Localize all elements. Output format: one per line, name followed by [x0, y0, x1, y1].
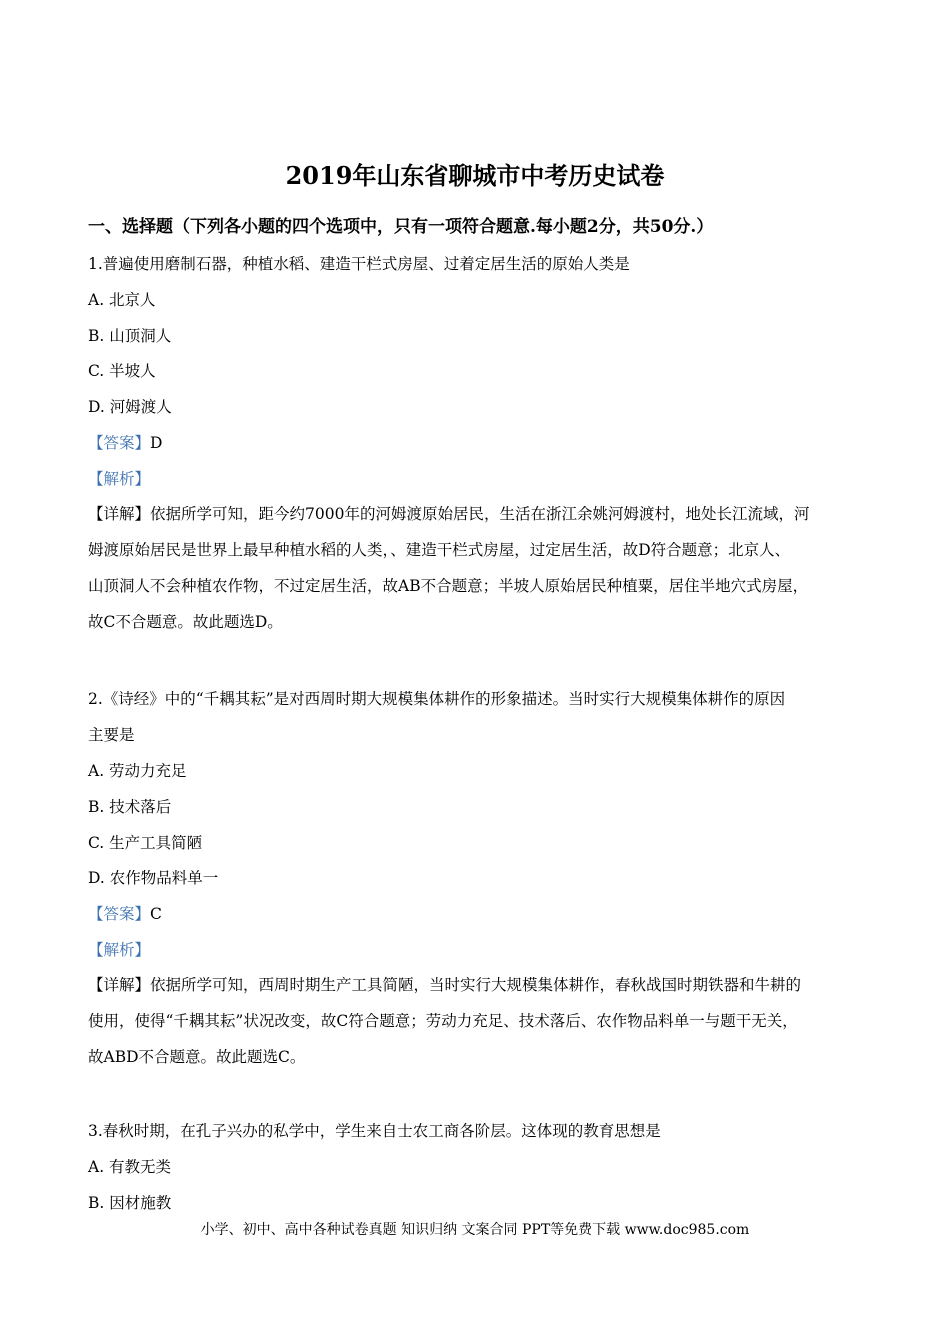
question-2-analysis-tag: 【解析】	[88, 941, 151, 959]
detail-tag: 【详解】	[88, 505, 151, 523]
question-2-option-d: D. 农作物品料单一	[88, 869, 219, 887]
page-footer: 小学、初中、高中各种试卷真题 知识归纳 文案合同 PPT等免费下载 www.doc985.com	[200, 1222, 750, 1238]
detail-line: 使用，使得“千耦其耘”状况改变，故C符合题意；劳动力充足、技术落后、农作物品料单一与题干无关，	[88, 1012, 798, 1030]
page-title: 2019年山东省聊城市中考历史试卷	[285, 161, 665, 190]
section-heading: 一、选择题（下列各小题的四个选项中，只有一项符合题意.每小题2分，共50分.）	[88, 217, 714, 237]
question-3-option-b: B. 因材施教	[88, 1194, 172, 1212]
detail-line	[88, 967, 868, 1003]
question-2-option-a: A. 劳动力充足	[88, 762, 187, 780]
question-2-stem-line-2: 主要是	[88, 726, 135, 744]
question-3-stem: 3.春秋时期，在孔子兴办的私学中，学生来自士农工商各阶层。这体现的教育思想是	[88, 1122, 661, 1140]
question-1-option-d: D. 河姆渡人	[88, 398, 172, 416]
question-2-stem-line-1: 2.《诗经》中的“千耦其耘”是对西周时期大规模集体耕作的形象描述。当时实行大规模集体耕作的原因	[88, 690, 786, 708]
answer-value: C	[150, 905, 162, 923]
question-2-answer	[88, 902, 162, 926]
detail-line: 山顶洞人不会种植农作物，不过定居生活，故AB不合题意；半坡人原始居民种植粟，居住半地穴式房屋，	[88, 577, 809, 595]
question-1-stem: 1.普遍使用磨制石器，种植水稻、建造干栏式房屋、过着定居生活的原始人类是	[88, 255, 630, 273]
question-3-option-a: A. 有教无类	[88, 1158, 172, 1176]
detail-tag: 【详解】	[88, 976, 151, 994]
answer-value: D	[150, 434, 163, 452]
question-2-detail	[88, 967, 868, 1075]
detail-line: 故ABD不合题意。故此题选C。	[88, 1048, 306, 1066]
question-1-detail	[88, 496, 868, 640]
detail-line: 故C不合题意。故此题选D。	[88, 613, 283, 631]
question-1-option-b: B. 山顶洞人	[88, 327, 172, 345]
question-1-answer	[88, 431, 162, 455]
question-1-analysis-tag: 【解析】	[88, 470, 151, 488]
question-1-option-a: A. 北京人	[88, 291, 156, 309]
detail-text: 依据所学可知，距今约7000年的河姆渡原始居民，生活在浙江余姚河姆渡村，地处长江流域，河	[150, 505, 810, 523]
detail-text: 依据所学可知，西周时期生产工具简陋，当时实行大规模集体耕作，春秋战国时期铁器和牛耕的	[150, 976, 802, 994]
question-1-option-c: C. 半坡人	[88, 362, 156, 380]
answer-tag: 【答案】	[88, 434, 151, 452]
detail-line	[88, 496, 868, 532]
detail-line: 姆渡原始居民是世界上最早种植水稻的人类，、建造干栏式房屋，过定居生活，故D符合题意；北京人、	[88, 541, 791, 559]
answer-tag: 【答案】	[88, 905, 151, 923]
question-2-option-b: B. 技术落后	[88, 798, 172, 816]
question-2-option-c: C. 生产工具简陋	[88, 834, 203, 852]
